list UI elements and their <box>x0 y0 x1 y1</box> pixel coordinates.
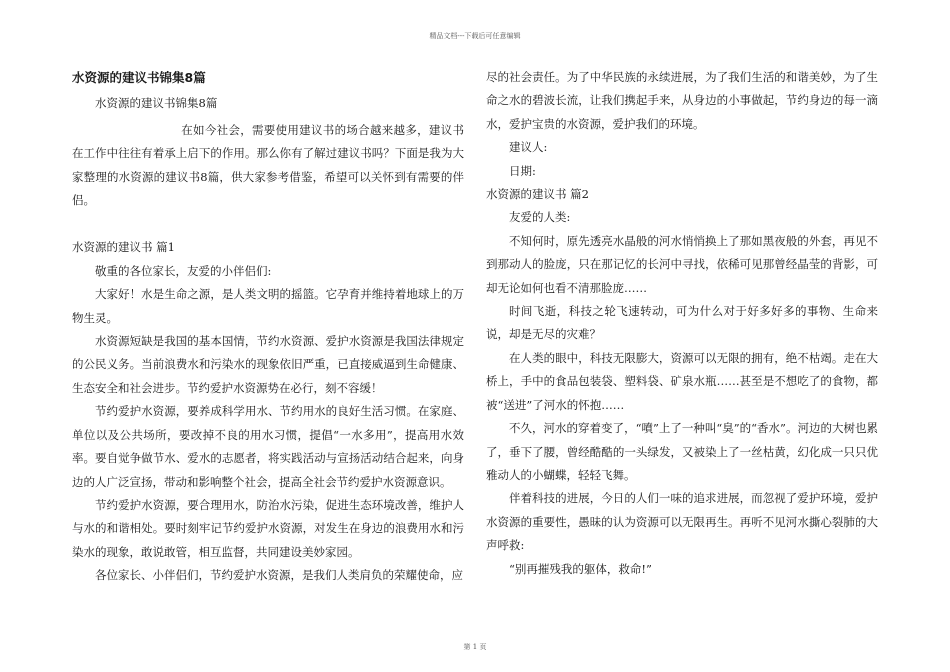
intro-paragraph: 在如今社会，需要使用建议书的场合越来越多，建议书在工作中往往有着承上启下的作用。那么你有了解过建议书吗？下面是我为大家整理的水资源的建议书8篇，供大家参考借鉴，希望可以关怀到有需要的伴侣。 <box>72 122 464 208</box>
paragraph: 不知何时，原先透亮水晶般的河水悄悄换上了那如黑夜般的外套，再见不到那动人的脸庞，只在那记忆的长河中寻找，依稀可见那曾经晶莹的背影，可却无论如何也看不清那脸庞…… <box>486 233 878 295</box>
paragraph: “别再摧残我的躯体，救命!” <box>509 561 652 576</box>
proposer-line: 建议人: <box>509 140 548 155</box>
paragraph: 大家好！水是生命之源，是人类文明的摇篮。它孕育并维持着地球上的万物生灵。 <box>72 287 464 325</box>
paragraph: 不久，河水的穿着变了，“噴”上了一种叫“臭”的“香水”。河边的大树也累了，垂下了腰，曾经酷酷的一头绿发，又被染上了一丝枯黄，幻化成一只只优雅动人的小蝴蝶，轻轻飞舞。 <box>486 421 878 482</box>
paragraph: 水资源短缺是我国的基本国情，节约水资源、爱护水资源是我国法律规定的公民义务。当前浪费水和污染水的现象依旧严重，已直接威逼到生命健康、生态安全和社会进步。节约爱护水资源势在必行，刻不容缓！ <box>72 334 464 395</box>
salutation: 友爱的人类: <box>509 210 571 225</box>
paragraph: 在人类的眼中，科技无限膨大，资源可以无限的拥有，绝不枯竭。走在大桥上，手中的食品包装袋、塑料袋、矿泉水瓶……甚至是不想吃了的食物，都被“送进”了河水的怀抱…… <box>486 350 878 412</box>
paragraph: 伴着科技的进展，今日的人们一味的追求进展，而忽视了爱护环境，爱护水资源的重要性，愚昧的认为资源可以无限再生。再听不见河水撕心裂肺的大声呼救: <box>486 491 878 553</box>
section-2-heading: 水资源的建议书 篇2 <box>486 187 589 202</box>
paragraph-continued: 尽的社会责任。为了中华民族的永续进展，为了我们生活的和谐美妙，为了生命之水的碧波长流，让我们携起手来，从身边的小事做起，节约身边的每一滴水，爱护宝贵的水资源，爱护我们的环境。 <box>486 70 878 131</box>
paragraph: 节约爱护水资源，要养成科学用水、节约用水的良好生活习惯。在家庭、单位以及公共场所，要改掉不良的用水习惯，提倡“一水多用”，提高用水效率。要自觉争做节水、爱水的志愿者，将实践活动与宣扬活动结合起来，向身边的人广泛宣扬，带动和影响整个社会，提高全社会节约爱护水资源意识。 <box>72 404 464 489</box>
right-column <box>486 66 878 581</box>
page-header-note: 精品文档---下载后可任意编辑 <box>429 32 521 40</box>
salutation: 敬重的各位家长，友爱的小伴侣们: <box>95 263 272 278</box>
page-number: 第 1 页 <box>463 643 487 651</box>
paragraph: 各位家长、小伴侣们，节约爱护水资源，是我们人类肩负的荣耀使命，应 <box>95 568 463 583</box>
paragraph: 时间飞逝，科技之轮飞速转动，可为什么对于好多好多的事物、生命来说，却是无尽的灾难？ <box>486 304 878 342</box>
document-subtitle: 水资源的建议书锦集8篇 <box>95 96 218 111</box>
paragraph: 节约爱护水资源，要合理用水，防治水污染，促进生态环境改善，维护人与水的和谐相处。要时刻牢记节约爱护水资源，对发生在身边的浪费用水和污染水的现象，敢说敢管，相互监督，共同建设美妙家园。 <box>72 497 464 559</box>
left-column <box>72 66 464 588</box>
date-line: 日期: <box>509 163 536 178</box>
document-title: 水资源的建议书锦集8篇 <box>72 70 206 85</box>
section-1-heading: 水资源的建议书 篇1 <box>72 240 175 255</box>
